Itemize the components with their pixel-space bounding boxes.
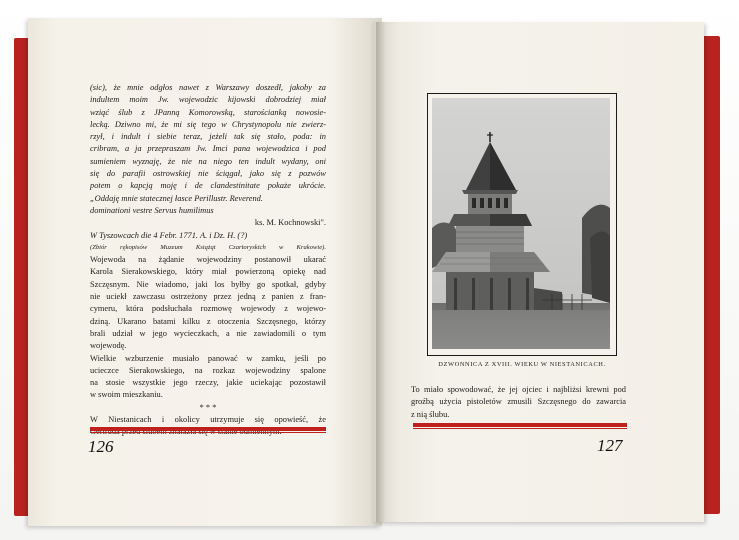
right-page-rule bbox=[413, 423, 627, 427]
text-line: indultem moim Jw. wojewodzic kijowski dobrodziej miał bbox=[90, 95, 326, 105]
text-line: lecką. Dziwno mi, że mi się tego w Chrystynopolu nie zwierz- bbox=[90, 119, 326, 129]
text-line: rzył, i indult i siebie teraz, jeżeli tak się stało, poda: in bbox=[90, 132, 326, 142]
text-line: z nią ślubu. bbox=[411, 409, 450, 419]
text-line: Wielkie wzburzenie musiało panować w zamku, jeśli po bbox=[90, 353, 326, 363]
text-line: Szczęsnym. Nie wiadomo, jaki los byłby go spotkał, gdyby bbox=[90, 279, 326, 289]
text-line: * * * bbox=[199, 402, 217, 412]
left-page-rule bbox=[90, 427, 326, 431]
text-line: ucieczce Sierakowskiego, na rozkaz wojewodziny spalone bbox=[90, 365, 326, 375]
text-line: Karola Sierakowskiego, który miał powierzoną opiekę nad bbox=[90, 267, 326, 277]
page-number-right: 127 bbox=[597, 436, 623, 455]
page-number-left: 126 bbox=[88, 437, 114, 456]
text-line: cribram, a ja przepraszam Jw. Imci pana wojewodzica i pod bbox=[90, 144, 326, 154]
text-line: dziną. Ukarano batami kilku z otoczenia Szczęsnego, którzy bbox=[90, 316, 326, 326]
text-line: Wojewoda na żądanie wojewodziny postanowił ukarać bbox=[90, 255, 326, 265]
text-line: (sic), że mnie odgłos nawet z Warszawy doszedł, jakoby za bbox=[90, 83, 326, 92]
book-gutter bbox=[376, 22, 386, 522]
right-page-text bbox=[411, 384, 626, 421]
text-line: potem o kapcją moję i de clandestinitate pokaże ukrócie. bbox=[90, 181, 326, 191]
text-line: ks. M. Kochnowski". bbox=[254, 218, 326, 228]
bell-tower-photo bbox=[432, 98, 610, 349]
text-line: wziąć ślub z JPanną Komorowską, starościanką nowosie- bbox=[90, 107, 326, 117]
text-line: (Zbiór rękopisów Muzeum Książąt Czartoryskich w Krakowie). bbox=[90, 243, 326, 251]
text-line: nie uciekł zawczasu ostrzeżony przez jedną z panien z fran- bbox=[90, 292, 326, 302]
text-line: W Tyszowcach die 4 Febr. 1771. A. i Dz. H. (?) bbox=[90, 230, 248, 240]
text-line: „Oddaję mnie statecznej łasce Perillustr. Reverend. bbox=[90, 193, 263, 203]
text-line: w swoim mieszkaniu. bbox=[90, 390, 163, 400]
text-line: W Niestanicach i okolicy utrzymuje się opowieść, że bbox=[90, 415, 326, 425]
text-line: groźbą użycia pistoletów zmusili Szczęsnego do zawarcia bbox=[411, 397, 626, 407]
text-line: cymeru, która podsłuchała rozmowę wojewody z wojewo- bbox=[90, 304, 326, 314]
text-line: dominationi vestre Servus humilimus bbox=[90, 205, 214, 215]
text-line: wojewodę. bbox=[90, 341, 127, 351]
text-line: na stosie wszystkie jego rzeczy, jakie uciekając pozostawił bbox=[90, 378, 326, 388]
photo-caption: DZWONNICA Z XVIII. WIEKU W NIESTANICACH. bbox=[438, 361, 606, 368]
text-line: brali udział w jego wycieczkach, a nie zawiadomili o tym bbox=[90, 328, 326, 338]
text-line: To miało spowodować, że jej ojciec i najbliżsi krewni pod bbox=[411, 385, 626, 394]
left-page-text bbox=[90, 82, 326, 439]
text-line: sumieniem wyznaję, że nie na niego ten indult wydany, oni bbox=[90, 156, 326, 166]
text-line: się do parafii ostrowskiej nie ściągał, jako się z pozwów bbox=[90, 169, 326, 179]
